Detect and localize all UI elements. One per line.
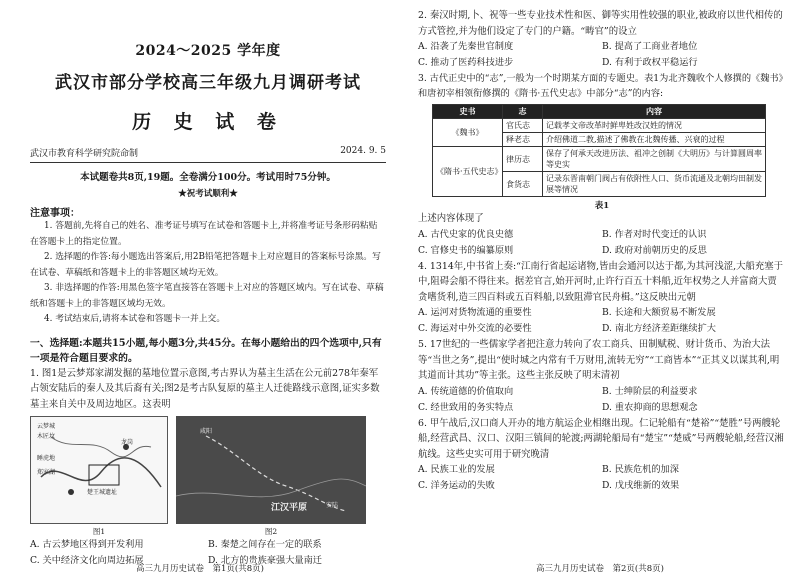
map-label: 江汉平原	[271, 503, 308, 513]
table-cell-book: 《魏书》	[433, 119, 503, 147]
map-label: 郑家湖	[37, 469, 56, 476]
map-label: 楚王城遗址	[87, 489, 118, 496]
notice-item: 1. 答题前,先将自己的姓名、准考证号填写在试卷和答题卡上,并将准考证号条形码粘贴在答题卡上的指定位置。	[30, 221, 378, 247]
page-2-footer: 高三九月历史试卷 第2页(共8页)	[536, 564, 664, 574]
question-1-stem: 1. 图1是云梦郑家湖发掘的墓地位置示意图,考古界认为墓主生活在公元前278年秦军占领安陆后的秦人及其后裔有关;图2是考古队复原的墓主人迁徙路线示意图,证实多数墓主来自关中及周边地区。这表明	[30, 367, 380, 410]
question-3-ask: 上述内容体现了	[418, 213, 484, 224]
table-row	[433, 119, 766, 133]
option: C. 经世致用的务实特点	[418, 401, 514, 413]
option: D. 北方的贵族豪强大量南迁	[208, 555, 322, 566]
option: B. 民族危机的加深	[602, 464, 679, 475]
table-cell-content: 记录东晋南朝门阀占有依附性人口、货币流通及北朝均田制发展等情况	[543, 172, 766, 197]
question-6-options	[418, 462, 786, 494]
figure-2-map	[176, 416, 366, 524]
map-label: 咸阳	[200, 428, 213, 435]
option: B. 秦楚之间存在一定的联系	[208, 539, 322, 550]
exam-title: 武汉市部分学校高三年级九月调研考试	[55, 73, 361, 93]
section-title: 一、选择题:本题共15小题,每小题3分,共45分。在每小题给出的四个选项中,只有一项是符合题目要求的。	[30, 337, 382, 364]
question-4-options	[418, 305, 786, 337]
option: D. 政府对前朝历史的反思	[602, 244, 707, 256]
table-cell-zhi: 官氏志	[503, 119, 543, 133]
option: C. 官修史书的编纂原则	[418, 244, 514, 256]
table-1	[432, 104, 766, 197]
option: C. 海运对中外交流的必要性	[418, 323, 532, 334]
question-4-stem: 4. 1314年,中书省上奏:“江南行省起运诸物,皆由会通河以达于都,为其河浅涩,大船充塞于中,阻碍会船不得往来。据差官言,始开河时,止许行百五十料船,近年权势之人并富商大贾贪嗜货利,造三四百料或五百料船,以致阻滞官民舟楫。”这反映出元朝	[418, 260, 784, 303]
table-row	[433, 147, 766, 172]
question-2-options	[418, 39, 786, 71]
intro-text: 本试题卷共8页,19题。全卷满分100分。考试用时75分钟。	[80, 172, 336, 183]
table-label: 表1	[594, 201, 610, 211]
option: D. 南北方经济差距继续扩大	[602, 323, 716, 334]
option: A. 沿袭了先秦世官制度	[418, 41, 514, 52]
map-label: 木匠坟	[37, 433, 56, 440]
org-row	[30, 146, 386, 163]
notice-block	[30, 204, 386, 328]
question-3-stem: 3. 古代正史中的“志”,一般为一个时期某方面的专题史。表1为北齐魏收个人修撰的《魏书》和唐初宰相领衔修撰的《隋书·五代史志》中部分“志”的内容:	[418, 73, 784, 99]
figures-row	[30, 416, 386, 537]
table-header: 志	[503, 105, 543, 119]
option: A. 运河对货物流通的重要性	[418, 307, 532, 318]
table-cell-zhi: 律历志	[503, 147, 543, 172]
subject-title: 历 史 试 卷	[132, 111, 284, 133]
option: D. 重农抑商的思想观念	[602, 401, 698, 413]
map-label: 龙岗	[121, 439, 134, 446]
figure-2-wrap	[176, 416, 366, 537]
question-5-stem: 5. 17世纪的一些儒家学者把注意力转向了农工商兵、田制赋税、财计货币、为治大法等“当世之务”,提出“使时城之内常有千万财用,流转无穷”“工商皆本”“正其义以谋其利,明其道而计其功”等主张。这些主张反映了明末清初	[418, 339, 780, 381]
option: A. 民族工业的发展	[418, 464, 495, 475]
table-cell-content: 保存了何承天改进历法、祖冲之创制《大明历》与计算圆周率等史实	[543, 147, 766, 172]
exam-date: 2024. 9. 5	[340, 146, 386, 156]
question-2-stem: 2. 秦汉时期,卜、祝等一些专业技术性和医、御等实用性较强的职业,被政府以世代相传的方式管控,并为他们设定了专门的户籍。“畴官”的设立	[418, 10, 783, 37]
option: A. 传统道德的价值取向	[418, 385, 514, 397]
notice-item: 4. 考试结束后,请将本试卷和答题卡一并上交。	[44, 314, 226, 324]
table-cell-content: 记载孝文帝改革时鲜卑姓改汉姓的情况	[543, 119, 766, 133]
page-2	[400, 0, 800, 580]
table-cell-content: 介绍佛道二教,描述了佛教在北魏传播、兴衰的过程	[543, 133, 766, 147]
table-cell-book: 《隋书·五代史志》	[433, 147, 503, 197]
question-3-options	[418, 227, 786, 259]
option: B. 作者对时代变迁的认识	[602, 228, 707, 240]
figure-2-caption: 图2	[264, 527, 278, 536]
map-label: 睡虎地	[37, 455, 56, 462]
table-header: 史书	[433, 105, 503, 119]
option: B. 士绅阶层的利益要求	[602, 385, 698, 397]
option: C. 推动了医药科技进步	[418, 57, 514, 68]
option: B. 提高了工商业者地位	[602, 41, 698, 52]
option: D. 有利于政权平稳运行	[602, 57, 698, 68]
notice-item: 3. 非选择题的作答:用黑色签字笔直接答在答题卡上对应的答题区域内。写在试卷、草稿纸和答题卡上的非答题区域均无效。	[30, 283, 384, 309]
map-label: 安陆	[326, 502, 339, 509]
map-label: 云梦城	[37, 423, 56, 430]
page-1-footer: 高三九月历史试卷 第1页(共8页)	[136, 564, 264, 574]
table-cell-zhi: 释老志	[503, 133, 543, 147]
option: A. 古云梦地区得到开发利用	[30, 539, 144, 550]
option: A. 古代史家的优良史德	[418, 228, 514, 240]
option: D. 戊戌维新的效果	[602, 480, 680, 491]
figure-1-map	[30, 416, 168, 524]
notice-item: 2. 选择题的作答:每小题选出答案后,用2B铅笔把答题卡上对应题目的答案标号涂黑。写在试卷、草稿纸和答题卡上的非答题区域均无效。	[30, 252, 381, 278]
figure-1-wrap	[30, 416, 168, 537]
table-header-row	[433, 105, 766, 119]
option: B. 长途和大额贸易不断发展	[602, 307, 716, 318]
table-cell-zhi: 食货志	[503, 172, 543, 197]
question-6-stem: 6. 甲午战后,汉口商人开办的地方航运企业相继出现。仁记轮船有“楚裕”“楚胜”号两艘轮船,经营武昌、汉口、汉阳三镇间的轮渡;两湖轮船局有“楚宝”“楚威”号两艘轮船,经营汉湘航线。这些史实可用于研究晚清	[418, 417, 784, 460]
blessing-text: ★祝考试顺利★	[178, 189, 238, 199]
notice-title: 注意事项：	[30, 208, 80, 219]
option: C. 关中经济文化向周边拓展	[30, 555, 144, 566]
table-header: 内容	[543, 105, 766, 119]
question-5-options	[418, 384, 786, 416]
school-year: 2024～2025 学年度	[135, 43, 281, 59]
figure-1-caption: 图1	[92, 527, 106, 536]
option: C. 洋务运动的失败	[418, 480, 495, 491]
org-name: 武汉市教育科学研究院命制	[30, 149, 139, 159]
